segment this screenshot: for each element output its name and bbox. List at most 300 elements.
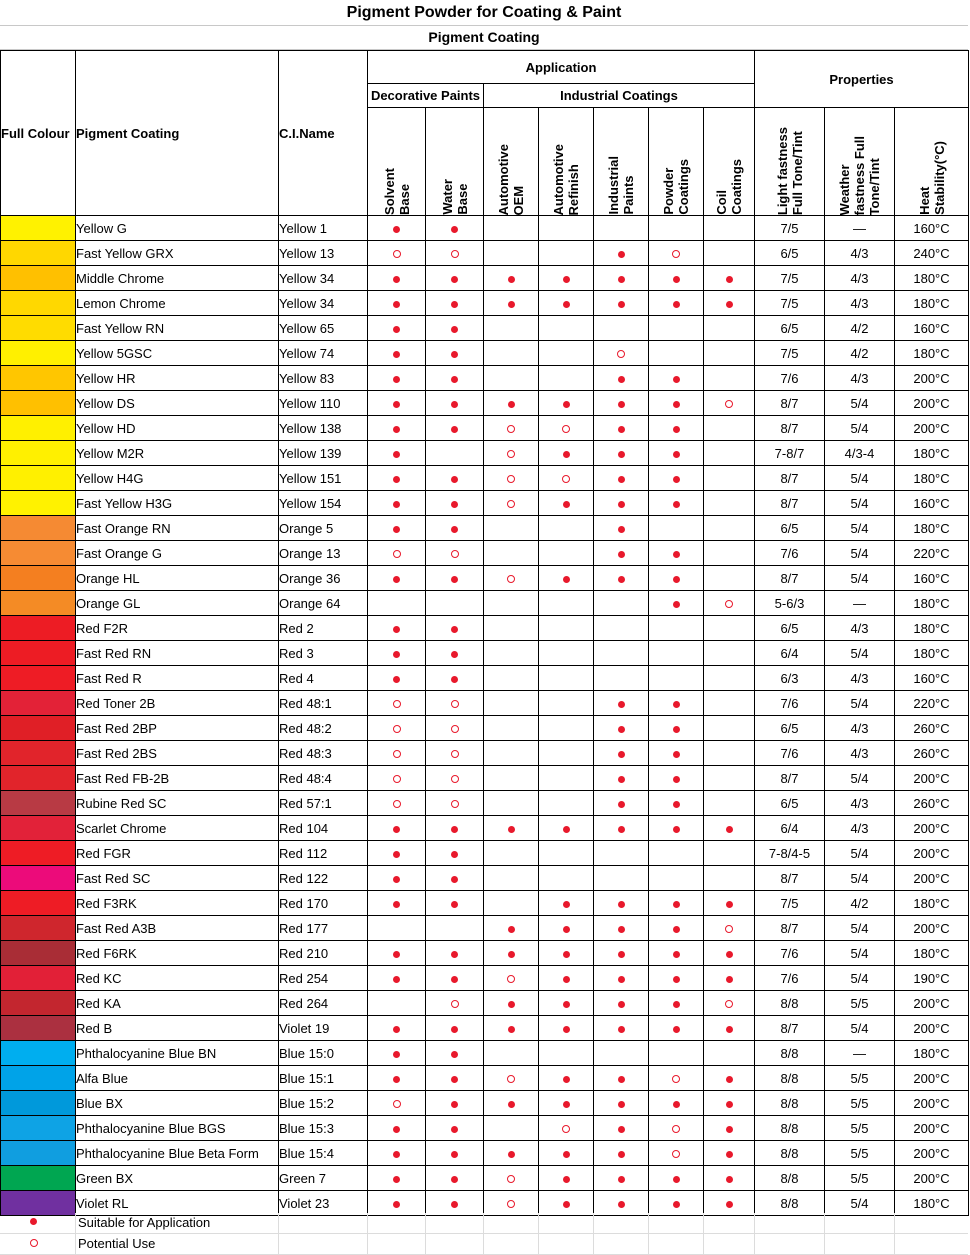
light-fastness-value: 8/7 [755, 416, 825, 441]
hollow-ring-icon [507, 575, 515, 583]
hollow-ring-icon [451, 550, 459, 558]
application-cell [704, 391, 755, 416]
application-cell [368, 1116, 426, 1141]
application-cell [539, 666, 594, 691]
application-cell [539, 241, 594, 266]
ci-name: Red 3 [279, 641, 368, 666]
application-cell [704, 1166, 755, 1191]
ci-name: Blue 15:0 [279, 1041, 368, 1066]
pigment-name: Yellow HR [76, 366, 279, 391]
application-cell [484, 366, 539, 391]
filled-dot-icon [451, 1026, 458, 1033]
application-cell [594, 266, 649, 291]
hollow-ring-icon [393, 775, 401, 783]
filled-dot-icon [563, 451, 570, 458]
heat-stability-value: 200°C [895, 1016, 969, 1041]
heat-stability-value: 260°C [895, 791, 969, 816]
application-cell [704, 1191, 755, 1216]
filled-dot-icon [618, 526, 625, 533]
application-cell [649, 541, 704, 566]
header-heat-stability [895, 108, 969, 216]
pigment-name: Fast Red RN [76, 641, 279, 666]
hollow-ring-icon [507, 425, 515, 433]
application-cell [704, 641, 755, 666]
application-cell [594, 1066, 649, 1091]
application-cell [426, 391, 484, 416]
application-cell [426, 1091, 484, 1116]
application-cell [649, 816, 704, 841]
filled-dot-icon [673, 826, 680, 833]
light-fastness-value: 7/5 [755, 266, 825, 291]
weather-fastness-value: 5/4 [825, 466, 895, 491]
pigment-name: Fast Red R [76, 666, 279, 691]
filled-dot-icon [618, 576, 625, 583]
application-cell [704, 441, 755, 466]
application-cell [539, 291, 594, 316]
light-fastness-value: 7/6 [755, 941, 825, 966]
pigment-name: Fast Yellow GRX [76, 241, 279, 266]
light-fastness-value: 8/8 [755, 1041, 825, 1066]
application-cell [594, 1166, 649, 1191]
filled-dot-icon [393, 526, 400, 533]
application-cell [594, 241, 649, 266]
pigment-name: Yellow HD [76, 416, 279, 441]
filled-dot-icon [673, 276, 680, 283]
table-row [1, 566, 969, 591]
heat-stability-value: 200°C [895, 916, 969, 941]
weather-fastness-value: 4/3 [825, 616, 895, 641]
filled-dot-icon [451, 301, 458, 308]
pigment-name: Phthalocyanine Blue BGS [76, 1116, 279, 1141]
application-cell [426, 291, 484, 316]
application-cell [649, 916, 704, 941]
application-cell [539, 741, 594, 766]
application-cell [484, 941, 539, 966]
pigment-name: Phthalocyanine Blue BN [76, 1041, 279, 1066]
filled-dot-icon [618, 1201, 625, 1208]
filled-dot-icon [618, 976, 625, 983]
hollow-ring-icon [393, 725, 401, 733]
pigment-name: Middle Chrome [76, 266, 279, 291]
ci-name: Red 112 [279, 841, 368, 866]
filled-dot-icon [673, 976, 680, 983]
application-cell [368, 266, 426, 291]
filled-dot-icon [618, 551, 625, 558]
hollow-ring-icon [507, 1175, 515, 1183]
colour-swatch [1, 666, 76, 691]
application-cell [484, 841, 539, 866]
heat-stability-value: 240°C [895, 241, 969, 266]
header-heat-stability-label: Heat Stability(°C) [916, 141, 947, 215]
filled-dot-icon [618, 301, 625, 308]
colour-swatch [1, 866, 76, 891]
filled-dot-icon [563, 1076, 570, 1083]
hollow-ring-icon [451, 250, 459, 258]
application-cell [649, 516, 704, 541]
light-fastness-value: 8/8 [755, 1166, 825, 1191]
application-cell [649, 941, 704, 966]
ci-name: Red 48:2 [279, 716, 368, 741]
pigment-name: Fast Red SC [76, 866, 279, 891]
application-cell [649, 466, 704, 491]
application-cell [594, 691, 649, 716]
application-cell [649, 391, 704, 416]
application-cell [539, 391, 594, 416]
colour-swatch [1, 991, 76, 1016]
application-cell [484, 641, 539, 666]
application-cell [484, 391, 539, 416]
weather-fastness-value: 4/3 [825, 291, 895, 316]
application-cell [704, 316, 755, 341]
application-cell [484, 816, 539, 841]
filled-dot-icon [618, 426, 625, 433]
weather-fastness-value: 5/4 [825, 566, 895, 591]
application-cell [539, 441, 594, 466]
weather-fastness-value: 5/4 [825, 941, 895, 966]
filled-dot-icon [563, 1001, 570, 1008]
application-cell [704, 1141, 755, 1166]
application-cell [426, 841, 484, 866]
application-cell [704, 366, 755, 391]
ci-name: Red 177 [279, 916, 368, 941]
filled-dot-icon [451, 1176, 458, 1183]
application-cell [426, 1166, 484, 1191]
application-cell [704, 691, 755, 716]
application-cell [426, 366, 484, 391]
pigment-name: Fast Red 2BS [76, 741, 279, 766]
ci-name: Yellow 74 [279, 341, 368, 366]
pigment-name: Red FGR [76, 841, 279, 866]
application-cell [484, 691, 539, 716]
filled-dot-icon [393, 626, 400, 633]
ci-name: Red 57:1 [279, 791, 368, 816]
weather-fastness-value: — [825, 216, 895, 241]
light-fastness-value: 7/5 [755, 341, 825, 366]
application-cell [704, 466, 755, 491]
heat-stability-value: 190°C [895, 966, 969, 991]
application-cell [649, 491, 704, 516]
application-cell [594, 1091, 649, 1116]
filled-dot-icon [618, 726, 625, 733]
weather-fastness-value: 5/5 [825, 1116, 895, 1141]
ci-name: Blue 15:2 [279, 1091, 368, 1116]
application-cell [594, 741, 649, 766]
application-cell [649, 716, 704, 741]
colour-swatch [1, 291, 76, 316]
pigment-name: Scarlet Chrome [76, 816, 279, 841]
filled-dot-icon [618, 276, 625, 283]
filled-dot-icon [618, 451, 625, 458]
pigment-name: Red F2R [76, 616, 279, 641]
application-cell [539, 1116, 594, 1141]
weather-fastness-value: 5/5 [825, 1091, 895, 1116]
ci-name: Red 4 [279, 666, 368, 691]
weather-fastness-value: 5/4 [825, 691, 895, 716]
filled-dot-icon [726, 826, 733, 833]
application-cell [484, 266, 539, 291]
application-cell [649, 366, 704, 391]
filled-dot-icon [508, 951, 515, 958]
page-title: Pigment Powder for Coating & Paint [0, 0, 968, 26]
application-cell [426, 266, 484, 291]
pigment-name: Blue BX [76, 1091, 279, 1116]
filled-dot-icon [393, 976, 400, 983]
hollow-ring-icon [672, 1125, 680, 1133]
colour-swatch [1, 616, 76, 641]
header-pigment-coating: Pigment Coating [76, 51, 279, 216]
table-row [1, 641, 969, 666]
filled-dot-icon [451, 1101, 458, 1108]
weather-fastness-value: 5/4 [825, 391, 895, 416]
application-cell [426, 241, 484, 266]
application-cell [426, 316, 484, 341]
application-cell [484, 916, 539, 941]
filled-dot-icon [618, 701, 625, 708]
filled-dot-icon [393, 1151, 400, 1158]
filled-dot-icon [508, 826, 515, 833]
pigment-name: Red KA [76, 991, 279, 1016]
filled-dot-icon [393, 301, 400, 308]
application-cell [426, 516, 484, 541]
ci-name: Yellow 154 [279, 491, 368, 516]
pigment-name: Red Toner 2B [76, 691, 279, 716]
application-cell [484, 966, 539, 991]
application-cell [704, 516, 755, 541]
hollow-ring-icon [507, 1200, 515, 1208]
weather-fastness-value: 4/3 [825, 816, 895, 841]
pigment-name: Yellow DS [76, 391, 279, 416]
pigment-name: Red F3RK [76, 891, 279, 916]
header-light-fastness [755, 108, 825, 216]
application-cell [368, 691, 426, 716]
pigment-name: Fast Orange G [76, 541, 279, 566]
filled-dot-icon [673, 301, 680, 308]
application-cell [704, 1016, 755, 1041]
table-row [1, 316, 969, 341]
table-row [1, 416, 969, 441]
heat-stability-value: 200°C [895, 841, 969, 866]
application-cell [539, 516, 594, 541]
legend-potential [0, 1234, 968, 1255]
filled-dot-icon [451, 1201, 458, 1208]
application-cell [649, 866, 704, 891]
light-fastness-value: 7/5 [755, 891, 825, 916]
colour-swatch [1, 441, 76, 466]
filled-dot-icon [618, 251, 625, 258]
hollow-ring-icon [393, 1100, 401, 1108]
filled-dot-icon [618, 1151, 625, 1158]
hollow-ring-icon [393, 700, 401, 708]
application-cell [368, 991, 426, 1016]
filled-dot-icon [451, 876, 458, 883]
application-cell [649, 1141, 704, 1166]
light-fastness-value: 8/8 [755, 991, 825, 1016]
table-row [1, 691, 969, 716]
light-fastness-value: 5-6/3 [755, 591, 825, 616]
pigment-name: Yellow G [76, 216, 279, 241]
application-cell [368, 316, 426, 341]
application-cell [594, 816, 649, 841]
legend-suitable [0, 1213, 968, 1234]
table-row [1, 341, 969, 366]
header-automotive-refinish-label: Automotive Refinish [551, 143, 581, 215]
application-cell [426, 1116, 484, 1141]
heat-stability-value: 180°C [895, 291, 969, 316]
filled-dot-icon [563, 401, 570, 408]
application-cell [594, 466, 649, 491]
filled-dot-icon [451, 951, 458, 958]
heat-stability-value: 160°C [895, 316, 969, 341]
light-fastness-value: 8/7 [755, 766, 825, 791]
hollow-ring-icon [451, 800, 459, 808]
application-cell [539, 716, 594, 741]
weather-fastness-value: 4/3 [825, 741, 895, 766]
colour-swatch [1, 741, 76, 766]
ci-name: Green 7 [279, 1166, 368, 1191]
application-cell [594, 1041, 649, 1066]
ci-name: Red 122 [279, 866, 368, 891]
application-cell [426, 641, 484, 666]
filled-dot-icon [673, 926, 680, 933]
ci-name: Red 104 [279, 816, 368, 841]
light-fastness-value: 6/3 [755, 666, 825, 691]
application-cell [539, 1191, 594, 1216]
colour-swatch [1, 891, 76, 916]
header-industrial-paints [594, 108, 649, 216]
application-cell [649, 616, 704, 641]
header-coil-coatings-label: Coil Coatings [714, 159, 744, 215]
application-cell [368, 766, 426, 791]
filled-dot-icon [673, 776, 680, 783]
application-cell [594, 766, 649, 791]
application-cell [704, 716, 755, 741]
heat-stability-value: 180°C [895, 1191, 969, 1216]
heat-stability-value: 200°C [895, 1066, 969, 1091]
filled-dot-icon [451, 626, 458, 633]
application-cell [594, 666, 649, 691]
application-cell [368, 616, 426, 641]
weather-fastness-value: 4/3 [825, 791, 895, 816]
application-cell [539, 691, 594, 716]
pigment-name: Fast Yellow RN [76, 316, 279, 341]
light-fastness-value: 6/5 [755, 791, 825, 816]
table-row [1, 741, 969, 766]
filled-dot-icon [618, 376, 625, 383]
application-cell [484, 666, 539, 691]
application-cell [484, 566, 539, 591]
pigment-name: Green BX [76, 1166, 279, 1191]
filled-dot-icon [726, 976, 733, 983]
application-cell [649, 266, 704, 291]
pigment-name: Red KC [76, 966, 279, 991]
application-cell [368, 966, 426, 991]
filled-dot-icon [726, 1101, 733, 1108]
filled-dot-icon [726, 1076, 733, 1083]
application-cell [649, 416, 704, 441]
pigment-name: Fast Orange RN [76, 516, 279, 541]
weather-fastness-value: 4/2 [825, 316, 895, 341]
table-row [1, 1041, 969, 1066]
table-row [1, 616, 969, 641]
header-light-fastness-label: Light fastness Full Tone/Tint [774, 126, 805, 215]
application-cell [368, 841, 426, 866]
heat-stability-value: 200°C [895, 766, 969, 791]
ci-name: Yellow 138 [279, 416, 368, 441]
application-cell [368, 666, 426, 691]
heat-stability-value: 200°C [895, 366, 969, 391]
filled-dot-icon [393, 1051, 400, 1058]
filled-dot-icon [451, 351, 458, 358]
colour-swatch [1, 1141, 76, 1166]
filled-dot-icon [508, 276, 515, 283]
filled-dot-icon [673, 951, 680, 958]
colour-swatch [1, 1116, 76, 1141]
filled-dot-icon [451, 901, 458, 908]
filled-dot-icon [451, 326, 458, 333]
table-row [1, 1166, 969, 1191]
application-cell [649, 1091, 704, 1116]
filled-dot-icon [618, 1026, 625, 1033]
filled-dot-icon [451, 501, 458, 508]
application-cell [368, 391, 426, 416]
application-cell [704, 966, 755, 991]
application-cell [484, 1066, 539, 1091]
hollow-ring-icon [672, 1150, 680, 1158]
weather-fastness-value: 5/5 [825, 1066, 895, 1091]
application-cell [704, 991, 755, 1016]
ci-name: Orange 5 [279, 516, 368, 541]
filled-dot-icon [673, 476, 680, 483]
application-cell [704, 666, 755, 691]
application-cell [539, 591, 594, 616]
header-water-base-label: Water Base [439, 179, 470, 215]
ci-name: Orange 64 [279, 591, 368, 616]
heat-stability-value: 180°C [895, 641, 969, 666]
light-fastness-value: 8/7 [755, 466, 825, 491]
application-cell [539, 966, 594, 991]
filled-dot-icon [673, 1201, 680, 1208]
weather-fastness-value: 5/4 [825, 641, 895, 666]
hollow-ring-icon [393, 750, 401, 758]
application-cell [649, 591, 704, 616]
application-cell [539, 1016, 594, 1041]
hollow-ring-icon [451, 725, 459, 733]
light-fastness-value: 7/6 [755, 966, 825, 991]
pigment-name: Alfa Blue [76, 1066, 279, 1091]
hollow-ring-icon [617, 350, 625, 358]
hollow-ring-icon [451, 775, 459, 783]
table-row [1, 941, 969, 966]
filled-dot-icon [30, 1218, 37, 1225]
light-fastness-value: 7-8/4-5 [755, 841, 825, 866]
application-cell [539, 491, 594, 516]
application-cell [704, 291, 755, 316]
application-cell [594, 341, 649, 366]
application-cell [539, 991, 594, 1016]
application-cell [426, 441, 484, 466]
ci-name: Red 48:4 [279, 766, 368, 791]
pigment-name: Fast Yellow H3G [76, 491, 279, 516]
application-cell [484, 716, 539, 741]
application-cell [426, 716, 484, 741]
application-cell [649, 1191, 704, 1216]
table-row [1, 241, 969, 266]
application-cell [594, 791, 649, 816]
application-cell [426, 216, 484, 241]
application-cell [594, 991, 649, 1016]
filled-dot-icon [563, 1176, 570, 1183]
hollow-ring-icon [507, 450, 515, 458]
